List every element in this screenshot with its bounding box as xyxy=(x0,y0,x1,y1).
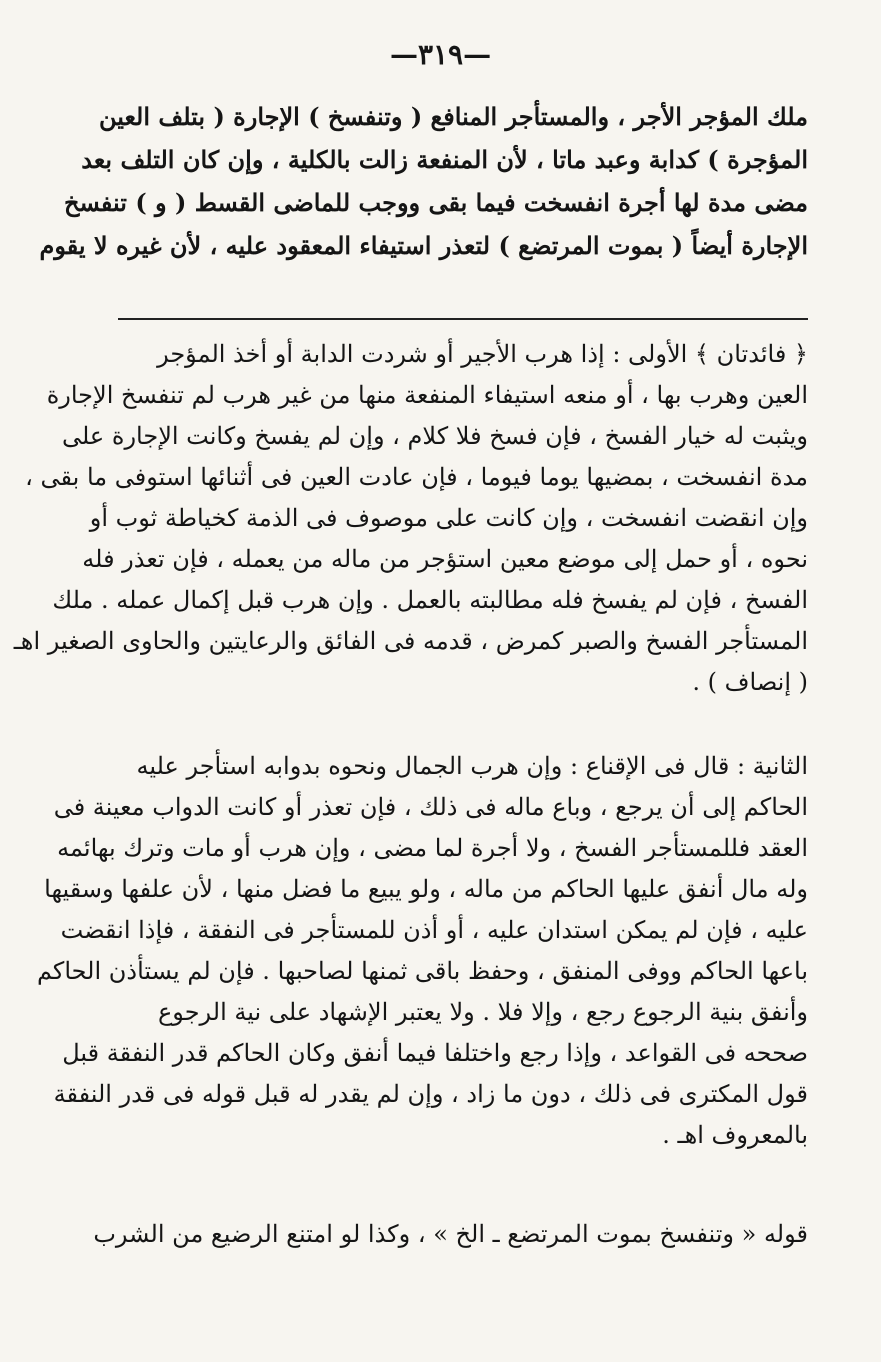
footnote-line: الفسخ ، فإن لم يفسخ فله مطالبته بالعمل . وإن هرب قبل إكمال عمله . ملك xyxy=(52,586,808,614)
main-text-line: مضى مدة لها أجرة انفسخت فيما بقى ووجب للماضى القسط ( و ) تنفسخ xyxy=(64,188,808,217)
footnote-line: مدة انفسخت ، بمضيها يوما فيوما ، فإن عادت العين فى أثنائها استوفى ما بقى ، xyxy=(25,463,808,491)
footnote-line: ﴿ فائدتان ﴾ الأولى : إذا هرب الأجير أو شردت الدابة أو أخذ المؤجر xyxy=(157,340,808,368)
footnote-line: بالمعروف اهـ . xyxy=(662,1121,808,1149)
commentary-paragraph xyxy=(93,1220,808,1264)
footnote-line: وله مال أنفق عليها الحاكم من ماله ، ولو يبيع ما فضل منها ، لأن علفها وسقيها xyxy=(44,875,808,903)
footnote-line: المستأجر الفسخ والصبر كمرض ، قدمه فى الفائق والرعايتين والحاوى الصغير اهـ xyxy=(13,627,808,655)
footnote-line: ويثبت له خيار الفسخ ، فإن فسخ فلا كلام ، وإن لم يفسخ وكانت الإجارة على xyxy=(61,422,808,450)
footnote-line: ( إنصاف ) . xyxy=(692,668,808,696)
main-text xyxy=(39,102,808,275)
footnote-line: صححه فى القواعد ، وإذا رجع واختلفا فيما أنفق وكان الحاكم قدر النفقة قبل xyxy=(62,1039,808,1067)
footnote-line: وأنفق بنية الرجوع رجع ، وإلا فلا . ولا يعتبر الإشهاد على نية الرجوع xyxy=(157,998,808,1026)
main-text-line: ملك المؤجر الأجر ، والمستأجر المنافع ( وتنفسخ ) الإجارة ( بتلف العين xyxy=(98,102,808,131)
footnote-line: العين وهرب بها ، أو منعه استيفاء المنفعة منها من غير هرب لم تنفسخ الإجارة xyxy=(46,381,808,409)
footnote-line: الحاكم إلى أن يرجع ، وباع ماله فى ذلك ، فإن تعذر أو كانت الدواب معينة فى xyxy=(53,793,808,821)
footnote-line: الثانية : قال فى الإقناع : وإن هرب الجمال ونحوه بدوابه استأجر عليه xyxy=(136,752,808,780)
main-text-line: الإجارة أيضاً ( بموت المرتضع ) لتعذر استيفاء المعقود عليه ، لأن غيره لا يقوم xyxy=(39,231,808,260)
commentary-line: قوله « وتنفسخ بموت المرتضع ـ الخ » ، وكذا لو امتنع الرضيع من الشرب xyxy=(93,1220,808,1248)
page-number: —٣١٩— xyxy=(389,38,492,71)
main-text-line: المؤجرة ) كدابة وعبد ماتا ، لأن المنفعة زالت بالكلية ، وإن كان التلف بعد xyxy=(81,145,808,174)
footnote-line: باعها الحاكم ووفى المنفق ، وحفظ باقى ثمنها لصاحبها . فإن لم يستأذن الحاكم xyxy=(36,957,808,985)
section-divider xyxy=(118,318,808,320)
footnote-line: عليه ، فإن لم يمكن استدان عليه ، أو أذن للمستأجر فى النفقة ، فإذا انقضت xyxy=(60,916,808,944)
footnote-line: وإن انقضت انفسخت ، وإن كانت على موصوف فى الذمة كخياطة ثوب أو xyxy=(89,504,808,532)
footnote-line: نحوه ، أو حمل إلى موضع معين استؤجر من ماله من يعمله ، فإن تعذر فله xyxy=(82,545,808,573)
footnote-line: قول المكترى فى ذلك ، دون ما زاد ، وإن لم يقدر له قبل قوله فى قدر النفقة xyxy=(53,1080,808,1108)
footnote-line: العقد فللمستأجر الفسخ ، ولا أجرة لما مضى ، وإن هرب أو مات وترك بهائمه xyxy=(57,834,808,862)
footnote-paragraph-second xyxy=(36,752,808,1162)
footnote-paragraph-first xyxy=(13,340,808,709)
